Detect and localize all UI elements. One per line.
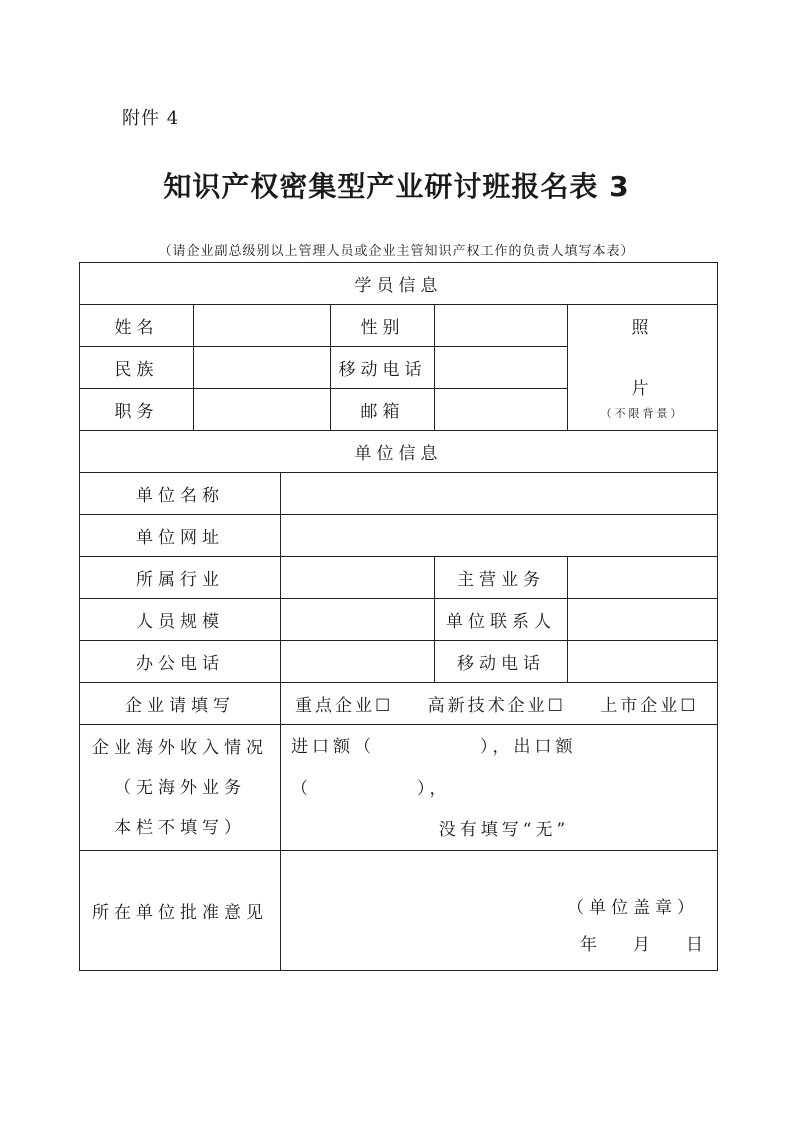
date-year: 年 [580, 935, 597, 955]
company-seal-text: （单位盖章） [567, 898, 699, 918]
company-mobile-label: 移动电话 [435, 641, 568, 683]
student-mobile-label: 移动电话 [331, 347, 435, 389]
company-name-label: 单位名称 [80, 473, 281, 515]
position-field[interactable] [194, 389, 331, 431]
position-label: 职务 [80, 389, 194, 431]
listed-enterprise-checkbox[interactable]: 上市企业☐ [600, 696, 699, 716]
overseas-label-line1: 企业海外收入情况 [92, 737, 268, 758]
contact-person-field[interactable] [568, 599, 718, 641]
date-day: 日 [686, 935, 703, 955]
name-field[interactable] [194, 305, 331, 347]
key-enterprise-checkbox[interactable]: 重点企业☐ [295, 696, 394, 716]
email-field[interactable] [435, 389, 568, 431]
main-business-field[interactable] [568, 557, 718, 599]
attachment-label: 附件 4 [122, 108, 180, 129]
none-instruction: 没有填写“无” [438, 819, 570, 840]
company-mobile-field[interactable] [568, 641, 718, 683]
industry-label: 所属行业 [80, 557, 281, 599]
staff-size-label: 人员规模 [80, 599, 281, 641]
photo-note: （不限背景） [600, 406, 685, 420]
form-title: 知识产权密集型产业研讨班报名表 3 [163, 170, 630, 203]
gender-field[interactable] [435, 305, 568, 347]
student-info-header: 学员信息 [80, 263, 718, 305]
name-label: 姓名 [80, 305, 194, 347]
office-phone-field[interactable] [281, 641, 435, 683]
photo-area[interactable] [568, 305, 718, 431]
photo-label-bottom: 片 [631, 378, 654, 399]
staff-size-field[interactable] [281, 599, 435, 641]
student-mobile-field[interactable] [435, 347, 568, 389]
office-phone-label: 办公电话 [80, 641, 281, 683]
company-name-field[interactable] [281, 473, 718, 515]
overseas-label-line2: （无海外业务 [114, 777, 246, 798]
approval-label: 所在单位批准意见 [80, 851, 281, 971]
enterprise-type-options [281, 683, 718, 725]
company-info-header: 单位信息 [80, 431, 718, 473]
form-note: （请企业副总级别以上管理人员或企业主管知识产权工作的负责人填写本表） [158, 244, 635, 259]
approval-date [281, 926, 703, 964]
industry-field[interactable] [281, 557, 435, 599]
date-month: 月 [633, 935, 650, 955]
overseas-label-line3: 本栏不填写） [114, 817, 246, 838]
ethnicity-label: 民族 [80, 347, 194, 389]
high-tech-enterprise-checkbox[interactable]: 高新技术企业☐ [427, 696, 566, 716]
overseas-income-field[interactable] [281, 725, 718, 851]
import-export-line: 进口额（ ），出口额（ ）， [291, 736, 577, 799]
company-website-label: 单位网址 [80, 515, 281, 557]
contact-person-label: 单位联系人 [435, 599, 568, 641]
registration-form-table [79, 262, 718, 971]
overseas-income-label [80, 725, 281, 851]
enterprise-type-label: 企业请填写 [80, 683, 281, 725]
main-business-label: 主营业务 [435, 557, 568, 599]
gender-label: 性别 [331, 305, 435, 347]
company-website-field[interactable] [281, 515, 718, 557]
email-label: 邮箱 [331, 389, 435, 431]
approval-field[interactable] [281, 851, 718, 971]
ethnicity-field[interactable] [194, 347, 331, 389]
photo-label-top: 照 [631, 317, 654, 338]
